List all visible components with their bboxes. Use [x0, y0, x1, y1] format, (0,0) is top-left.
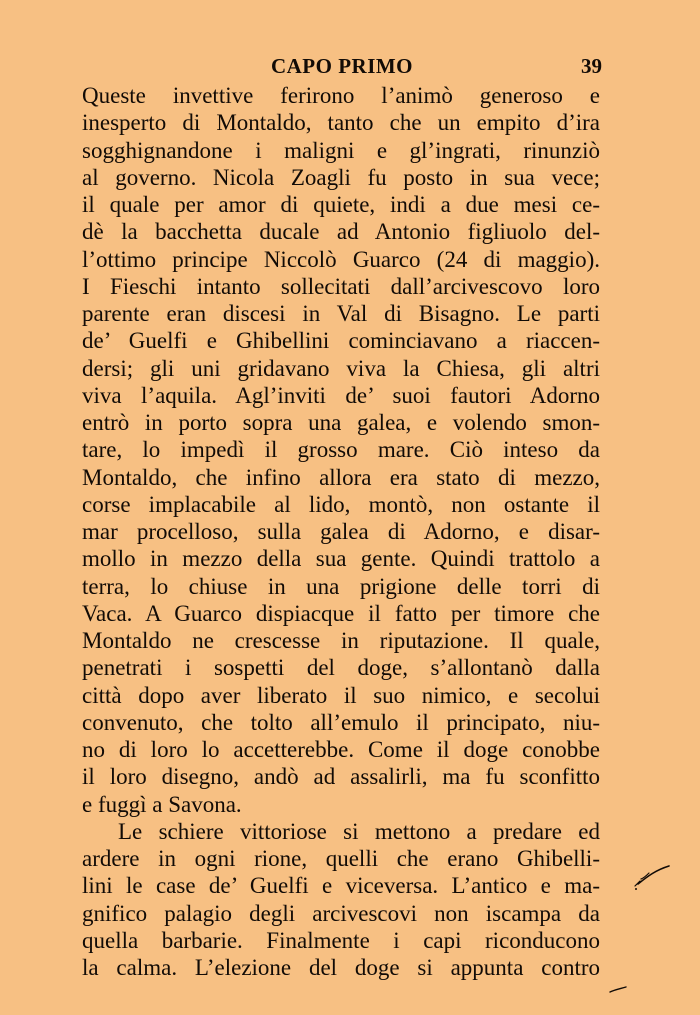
text-line-18: mollo in mezzo della sua gente. Quindi trattolo a — [82, 546, 600, 572]
text-line-13: entrò in porto sopra una galea, e volendo smon- — [82, 410, 600, 435]
text-line-15: Montaldo, che infino allora era stato di mezzo, — [82, 464, 600, 490]
running-title: CAPO PRIMO — [270, 54, 414, 78]
text-line-3: sogghignandone i maligni e gl’ingrati, rinunziò — [82, 137, 600, 163]
text-line-12: viva l’aquila. Agl’inviti de’ suoi fautori Adorno — [82, 382, 600, 408]
text-line-29: ardere in ogni rione, quelli che erano Ghibelli- — [82, 846, 600, 871]
text-line-27: e fuggì a Savona. — [82, 791, 242, 817]
page-number: 39 — [581, 54, 602, 78]
ink-dash-mark-icon — [609, 986, 627, 994]
text-line-23: città dopo aver liberato il suo nimico, e secolui — [82, 682, 600, 708]
text-line-31: gnifico palagio degli arcivescovi non iscampa da — [82, 900, 600, 926]
text-line-17: mar procelloso, sulla galea di Adorno, e disar- — [82, 519, 600, 544]
text-line-11: dersi; gli uni gridavano viva la Chiesa, gli altri — [82, 355, 600, 381]
text-line-16: corse implacabile al lido, montò, non ostante il — [82, 491, 600, 517]
text-line-6: dè la bacchetta ducale ad Antonio figliuolo del- — [82, 219, 600, 245]
text-line-21: Montaldo ne crescesse in riputazione. Il quale, — [82, 628, 600, 653]
text-line-30: lini le case de’ Guelfi e viceversa. L’antico e ma- — [82, 873, 600, 899]
text-line-1: Queste invettive ferirono l’animò generoso e — [82, 83, 600, 108]
page-header — [82, 54, 602, 82]
body-text — [82, 82, 600, 981]
text-line-28: Le schiere vittoriose si mettono a predare ed — [118, 818, 600, 844]
text-line-10: de’ Guelfi e Ghibellini cominciavano a riaccen- — [82, 328, 600, 354]
text-line-2: inesperto di Montaldo, tanto che un empito d’ira — [82, 110, 600, 136]
text-line-8: I Fieschi intanto sollecitati dall’arcivescovo loro — [82, 273, 600, 299]
text-line-22: penetrati i sospetti del doge, s’allontanò dalla — [82, 655, 600, 681]
ink-stroke-mark-icon — [632, 862, 672, 892]
text-line-20: Vaca. A Guarco dispiacque il fatto per timore che — [82, 600, 600, 626]
text-line-32: quella barbarie. Finalmente i capi riconducono — [82, 927, 600, 953]
text-line-9: parente eran discesi in Val di Bisagno. Le parti — [82, 301, 600, 326]
text-line-14: tare, lo impedì il grosso mare. Ciò inteso da — [82, 437, 600, 463]
text-line-4: al governo. Nicola Zoagli fu posto in sua vece; — [82, 164, 600, 190]
text-line-25: no di loro lo accetterebbe. Come il doge conobbe — [82, 737, 600, 762]
text-line-33: la calma. L’elezione del doge si appunta contro — [82, 955, 600, 980]
text-line-24: convenuto, che tolto all’emulo il principato, niu- — [82, 709, 600, 735]
text-line-26: il loro disegno, andò ad assalirli, ma fu sconfitto — [82, 764, 600, 790]
text-line-19: terra, lo chiuse in una prigione delle torri di — [82, 573, 600, 599]
text-line-5: il quale per amor di quiete, indi a due mesi ce- — [82, 192, 600, 217]
text-line-7: l’ottimo principe Niccolò Guarco (24 di maggio). — [82, 246, 600, 272]
